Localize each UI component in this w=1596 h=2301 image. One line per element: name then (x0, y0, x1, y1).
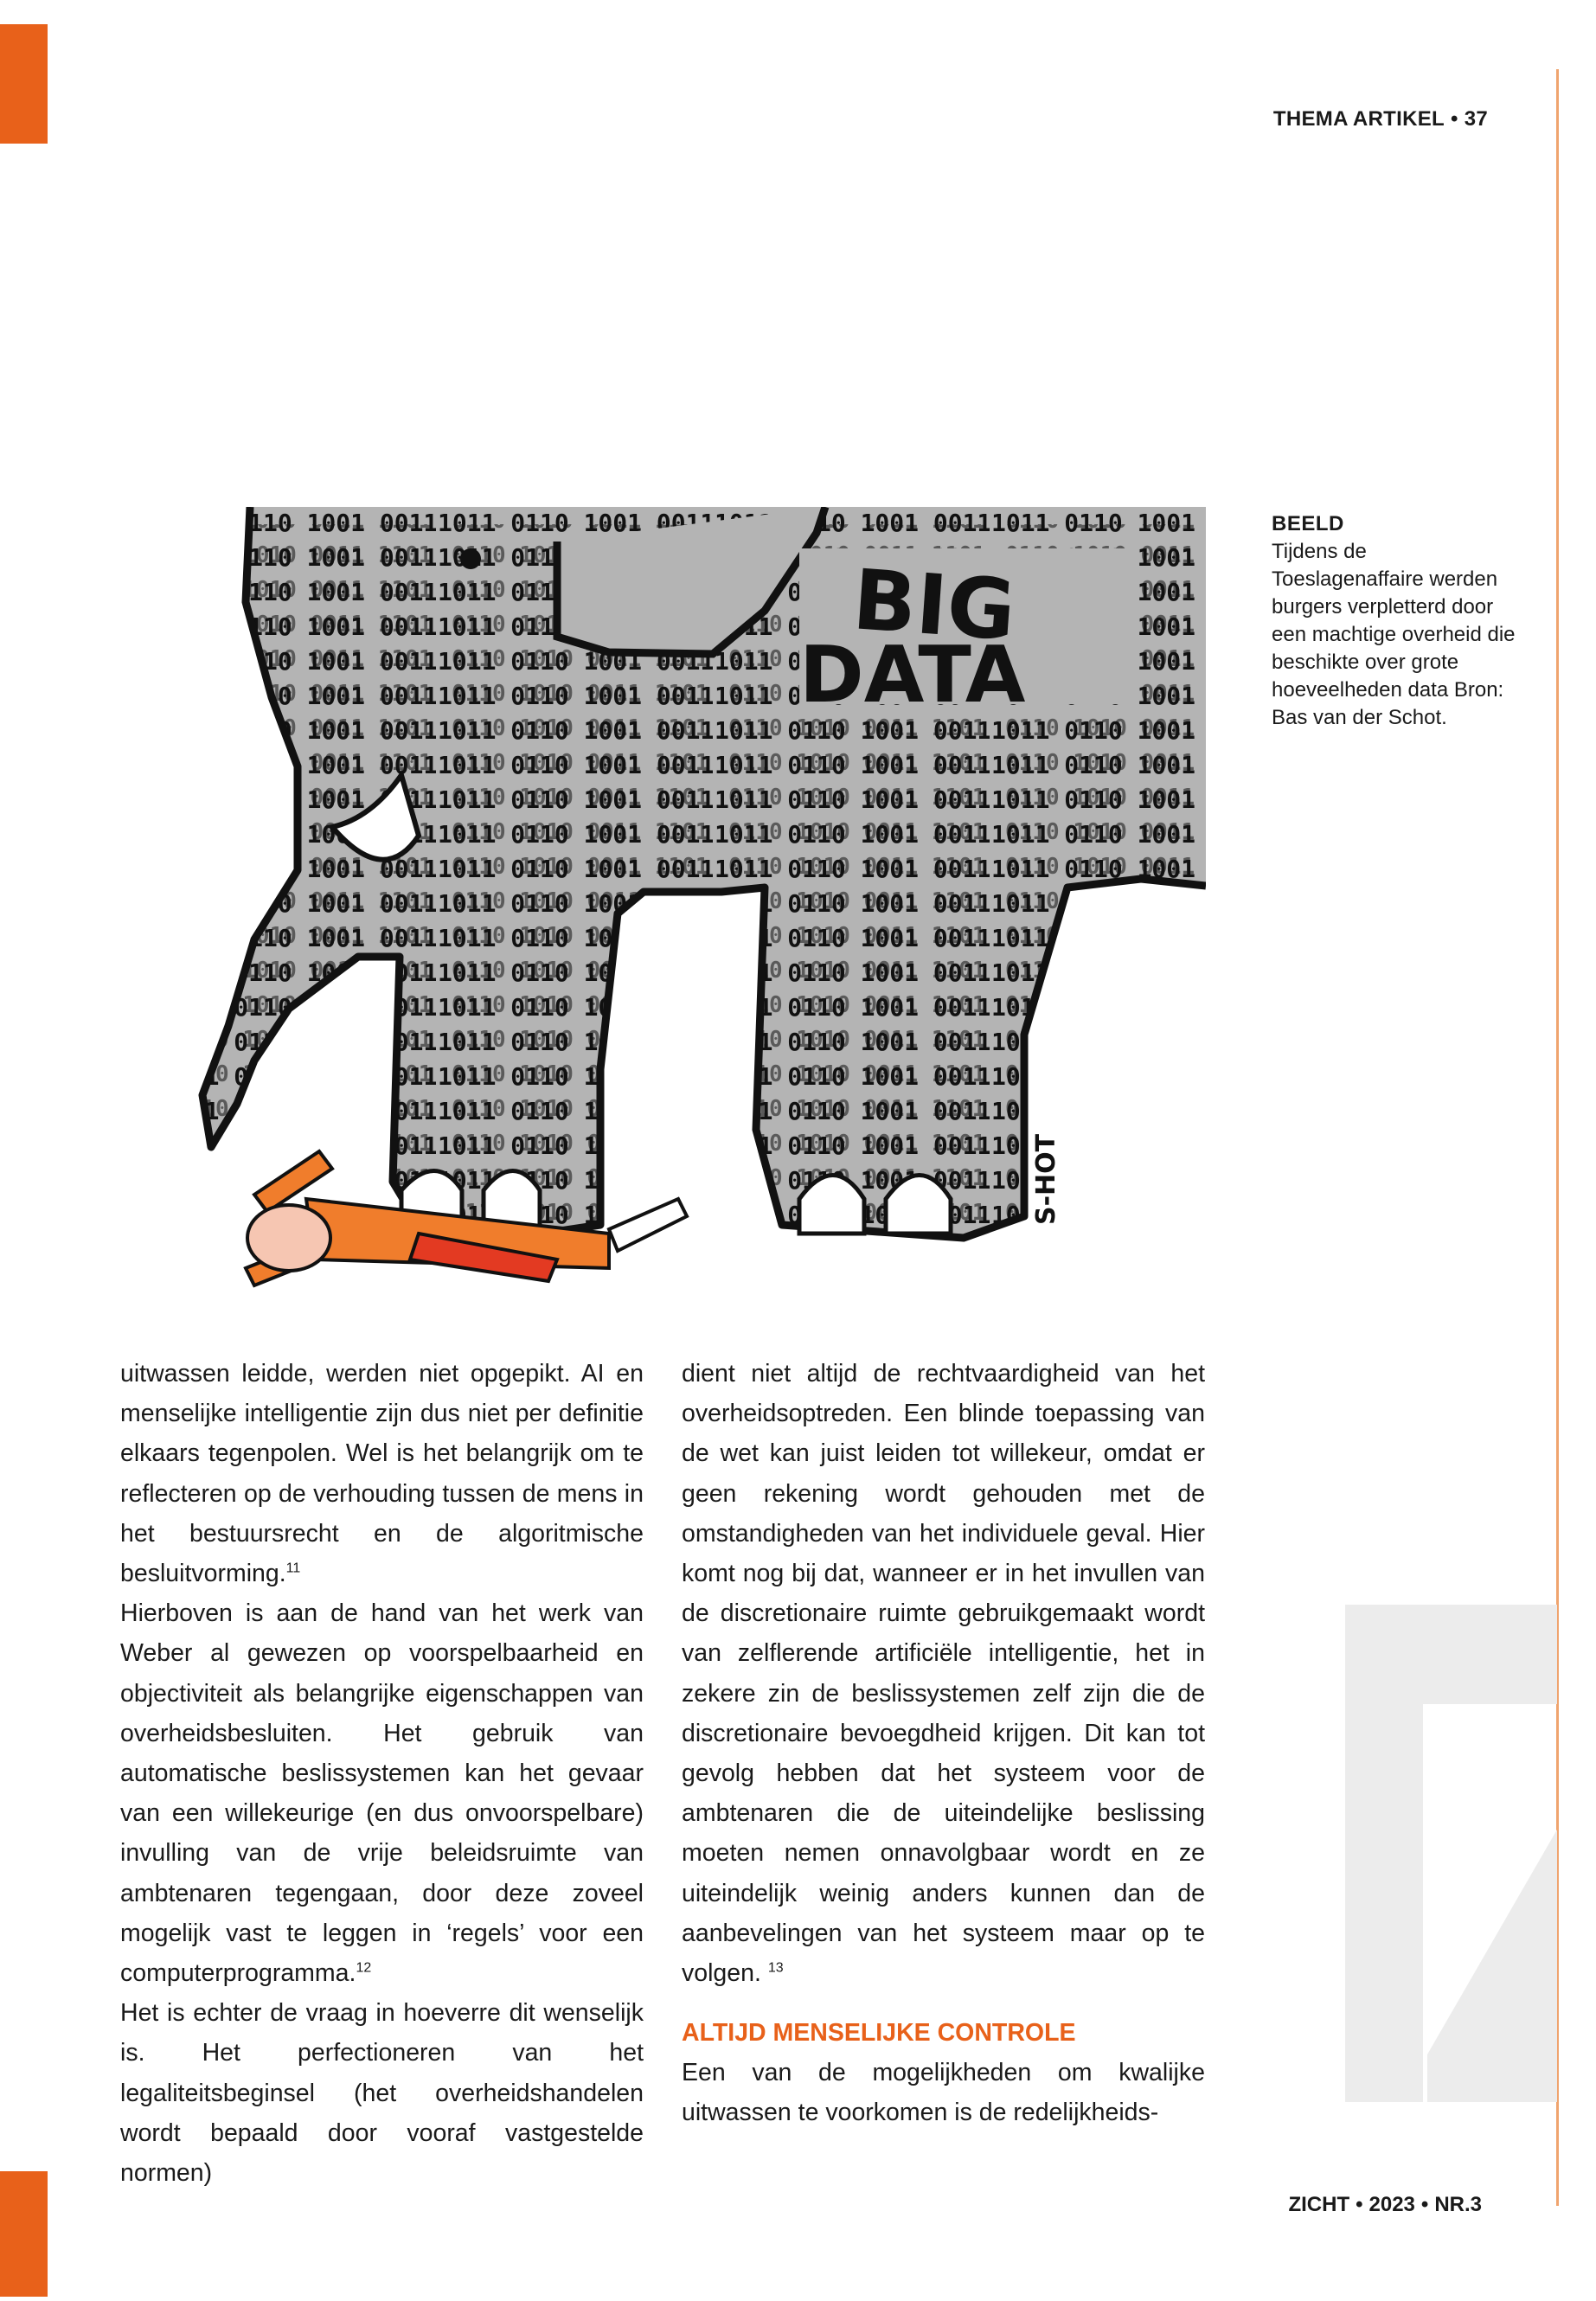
paragraph-text: Het is echter de vraag in hoeverre dit wenselijk is. Het perfectioneren van het legaliteitsbeginsel (het overheidshandelen wordt bepaald door vooraf vastgestelde normen) (120, 1999, 644, 2188)
big-data-label-data: DATA (799, 630, 1026, 721)
section-heading: ALTIJD MENSELIJKE CONTROLE (682, 2019, 1076, 2048)
footnote-ref: 11 (285, 1561, 301, 1576)
caption-title: BEELD (1272, 512, 1344, 535)
article-column-right (682, 1354, 1205, 2133)
paragraph (120, 1354, 644, 1593)
accent-bar-bottom (0, 2171, 48, 2297)
paragraph-text: uitwassen leidde, werden niet opgepikt. AI en menselijke intelligentie zijn dus niet per definitie elkaars tegenpolen. Wel is het belangrijk om te reflecteren op de verhouding tussen de mens in het bestuursrecht en de algoritmische besluitvorming. (120, 1360, 644, 1588)
footnote-ref: 13 (767, 1960, 784, 1976)
paragraph-text: Hierboven is aan de hand van het werk van Weber al gewezen op voorspelbaarheid en objectiviteit als belangrijke eigenschappen van overheidsbesluiten. Het gebruik van automatische beslissystemen kan het gevaar van een willekeurige (en dus onvoorspelbare) invulling van de vrije beleidsruimte van ambtenaren tegengaan, door deze zoveel mogelijk vast te leggen in ‘regels’ voor een computerprogramma. (120, 1599, 644, 1988)
header-section: THEMA ARTIKEL (1272, 107, 1445, 131)
caption-text: Tijdens de Toeslagenaffaire werden burgers verpletterd door een machtige overheid die beschikte over grote hoeveelheden data Bron: Bas van der Schot. (1272, 540, 1516, 729)
page-number: 37 (1464, 107, 1488, 131)
paragraph (120, 1993, 644, 2193)
paragraph (682, 1354, 1205, 1993)
page-header: THEMA ARTIKEL • 37 (1272, 107, 1488, 131)
accent-bar-top (0, 24, 48, 144)
footnote-ref: 12 (356, 1960, 372, 1976)
big-data-cartoon (159, 507, 1206, 1291)
footer-magazine: ZICHT (1288, 2193, 1350, 2216)
footer-issue: NR.3 (1434, 2193, 1482, 2216)
paragraph (120, 1593, 644, 1993)
footer-year: 2023 (1368, 2193, 1415, 2216)
page-footer: ZICHT • 2023 • NR.3 (1288, 2193, 1482, 2216)
article-column-left (120, 1354, 644, 2193)
paragraph-text: dient niet altijd de rechtvaardigheid van het overheidsoptreden. Een blinde toepassing van de wet kan juist leiden tot willekeur, omdat er geen rekening wordt gehouden met de omstandigheden van het individuele geval. Hier komt nog bij dat, wanneer er in het invullen van de discretionaire ruimte gebruikgemaakt wordt van zelflerende artificiële intelligentie, het in zekere zin de beslissystemen zelf zijn die de discretionaire bevoegdheid krijgen. Dit kan tot gevolg hebben dat het systeem voor de ambtenaren die de uiteindelijke beslissing moeten nemen onnavolgbaar wordt en ze uiteindelijk weinig anders kunnen dan de aanbevelingen van het systeem maar op te volgen. (682, 1360, 1205, 1988)
image-caption (1272, 510, 1522, 732)
artist-signature: S-HOT (1031, 1133, 1061, 1225)
paragraph (682, 2053, 1205, 2132)
decorative-z-shape (1345, 1605, 1557, 2141)
big-data-label-big: BIG (849, 551, 1019, 660)
paragraph-text: Een van de mogelijkheden om kwalijke uitwassen te voorkomen is de redelijkheids- (682, 2059, 1205, 2127)
